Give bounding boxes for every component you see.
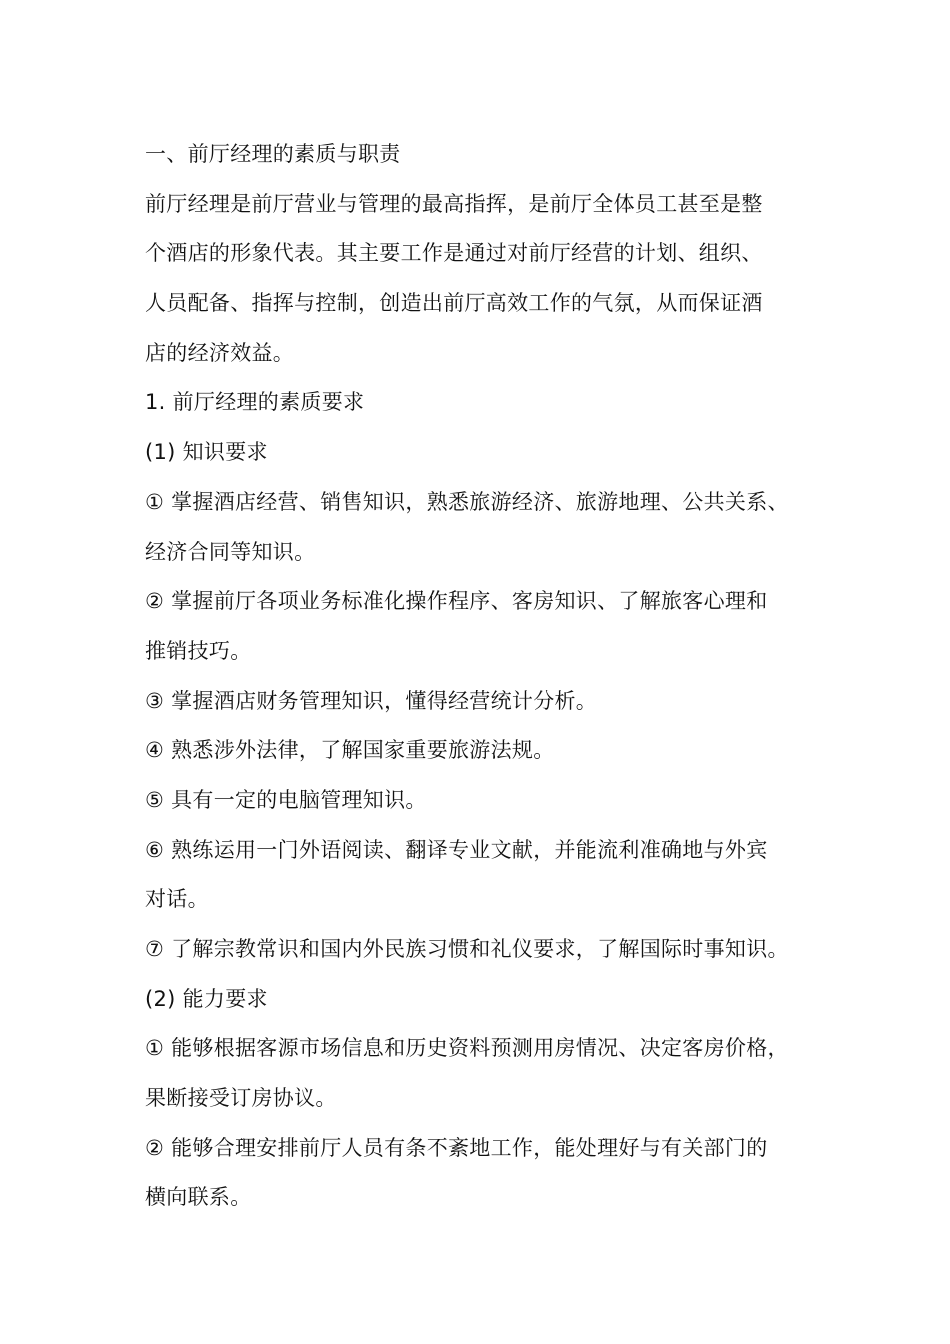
document-page [145, 130, 825, 1223]
knowledge-item [145, 677, 825, 727]
knowledge-item-line: 对话。 [145, 887, 209, 912]
ability-heading: (2) 能力要求 [145, 986, 268, 1011]
knowledge-item [145, 776, 825, 826]
ability-item-line: 横向联系。 [145, 1185, 252, 1210]
knowledge-item-line: ③ 掌握酒店财务管理知识，懂得经营统计分析。 [145, 688, 598, 713]
knowledge-item-line: ① 掌握酒店经营、销售知识，熟悉旅游经济、旅游地理、公共关系、 [145, 489, 789, 514]
knowledge-item [145, 826, 825, 925]
knowledge-item [145, 726, 825, 776]
knowledge-item-line: ④ 熟悉涉外法律，了解国家重要旅游法规。 [145, 738, 555, 763]
knowledge-item-line: ⑤ 具有一定的电脑管理知识。 [145, 787, 427, 812]
intro-line: 前厅经理是前厅营业与管理的最高指挥，是前厅全体员工甚至是整 [145, 191, 763, 216]
knowledge-item-line: 经济合同等知识。 [145, 539, 316, 564]
intro-line: 店的经济效益。 [145, 340, 295, 365]
subsection-title: 1. 前厅经理的素质要求 [145, 390, 365, 415]
knowledge-item-line: ⑦ 了解宗教常识和国内外民族习惯和礼仪要求，了解国际时事知识。 [145, 937, 789, 961]
ability-item-line: 果断接受订房协议。 [145, 1086, 337, 1111]
knowledge-item-line: 推销技巧。 [145, 638, 252, 663]
knowledge-heading: (1) 知识要求 [145, 440, 268, 465]
section-title: 一、前厅经理的素质与职责 [145, 142, 401, 166]
intro-line: 个酒店的形象代表。其主要工作是通过对前厅经营的计划、组织、 [145, 241, 763, 266]
ability-item [145, 1124, 825, 1223]
knowledge-item [145, 577, 825, 676]
ability-item-line: ① 能够根据客源市场信息和历史资料预测用房情况、决定客房价格， [145, 1036, 789, 1061]
knowledge-item-line: ② 掌握前厅各项业务标准化操作程序、客房知识、了解旅客心理和 [145, 589, 768, 614]
intro-paragraph [145, 180, 825, 379]
knowledge-item-line: ⑥ 熟练运用一门外语阅读、翻译专业文献，并能流利准确地与外宾 [145, 837, 768, 862]
intro-line: 人员配备、指挥与控制，创造出前厅高效工作的气氛，从而保证酒 [145, 291, 763, 316]
ability-item-line: ② 能够合理安排前厅人员有条不紊地工作，能处理好与有关部门的 [145, 1135, 768, 1160]
knowledge-item [145, 478, 825, 577]
knowledge-item [145, 925, 825, 975]
ability-item [145, 1024, 825, 1123]
